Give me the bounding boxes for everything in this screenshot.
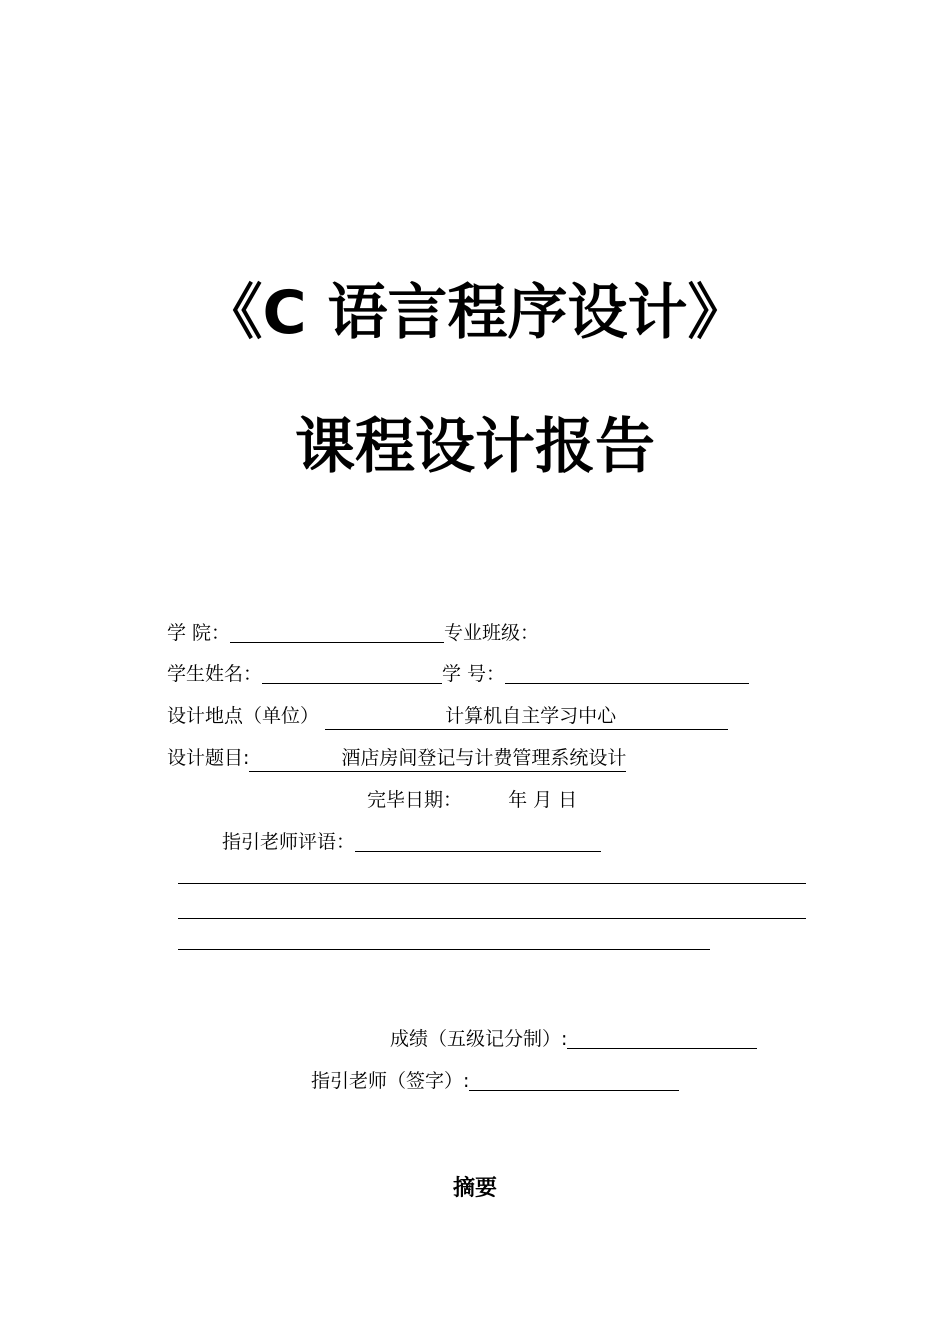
teacher-comment-row (222, 829, 601, 855)
location-label: 设计地点（单位） (167, 705, 320, 727)
comment-line-2[interactable] (178, 918, 806, 919)
student-name-label: 学生姓名： (167, 663, 263, 685)
grade-field[interactable] (567, 1028, 757, 1049)
teacher-sign-row (311, 1068, 679, 1094)
comment-line-3[interactable] (178, 949, 710, 950)
college-field[interactable] (230, 622, 444, 643)
report-title: 课程设计报告 (295, 412, 655, 482)
finish-date-row (367, 787, 577, 813)
abstract-heading: 摘要 (452, 1176, 497, 1201)
location-value: 计算机自主学习中心 (445, 705, 617, 727)
grade-label: 成绩（五级记分制）: (390, 1028, 568, 1050)
teacher-comment-label: 指引老师评语： (222, 831, 356, 853)
grade-row (390, 1026, 757, 1052)
teacher-comment-field[interactable] (355, 831, 601, 852)
date-units: 年 月 日 (508, 789, 578, 811)
college-label: 学 院： (167, 622, 231, 644)
teacher-sign-label: 指引老师（签字）: (311, 1070, 470, 1092)
course-title: 《C 语言程序设计》 (202, 278, 748, 348)
topic-label: 设计题目: (167, 747, 250, 769)
student-name-field[interactable] (262, 663, 442, 684)
topic-field[interactable] (249, 745, 626, 772)
finish-date-label: 完毕日期： (367, 789, 463, 811)
student-id-label: 学 号： (442, 663, 506, 685)
location-row (167, 703, 728, 730)
major-class-label: 专业班级： (444, 622, 540, 644)
topic-row (167, 745, 626, 772)
student-id-field[interactable] (505, 663, 749, 684)
teacher-sign-field[interactable] (469, 1070, 679, 1091)
location-field[interactable] (325, 703, 728, 730)
comment-line-1[interactable] (178, 883, 806, 884)
student-row (167, 661, 749, 687)
college-row (167, 620, 539, 646)
topic-value: 酒店房间登记与计费管理系统设计 (341, 747, 627, 769)
